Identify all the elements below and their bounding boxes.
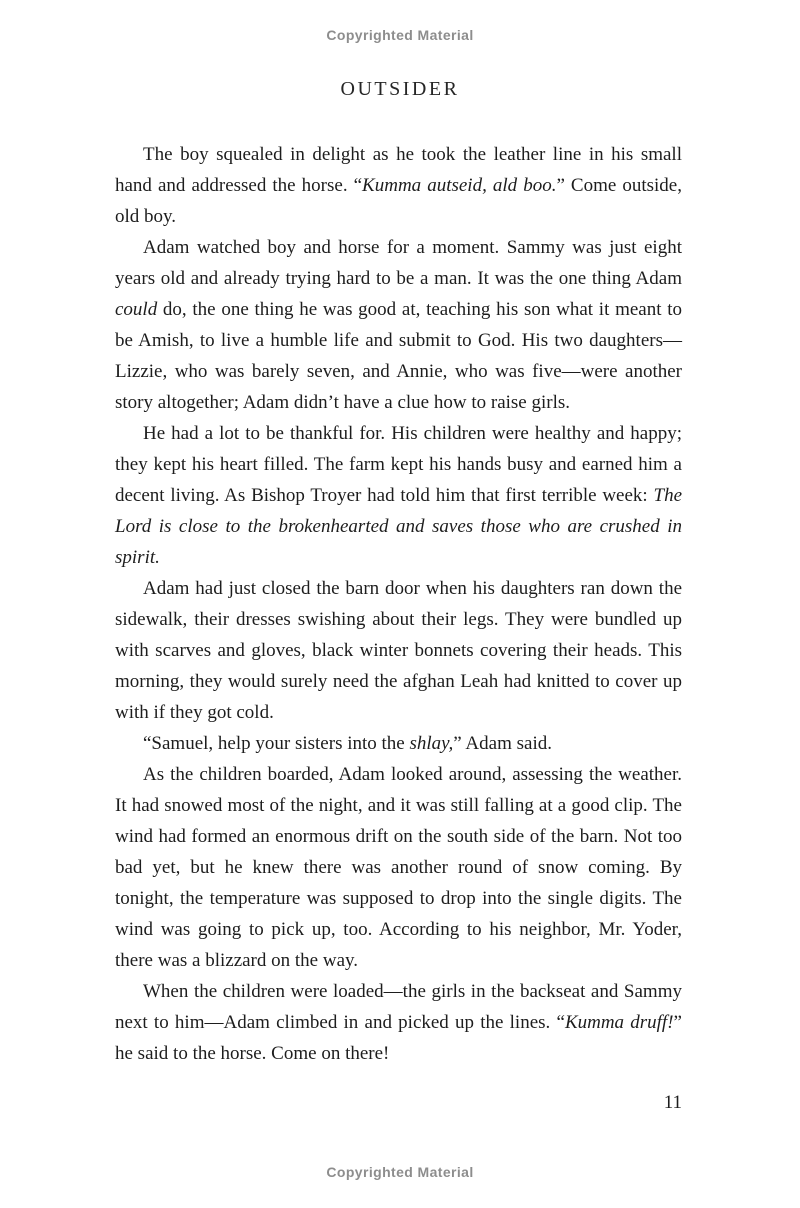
copyright-notice-top: Copyrighted Material <box>326 27 474 43</box>
text-segment: ” Adam said. <box>453 733 552 754</box>
paragraph <box>115 976 682 1069</box>
text-segment: do, the one thing he was good at, teaching his son what it meant to be Amish, to live a humble life and submit to God. His two daughters—Lizzie, who was barely seven, and Annie, who was five—were another story altogether; Adam didn’t have a clue how to raise girls. <box>115 299 682 413</box>
paragraph <box>115 418 682 573</box>
paragraph <box>115 573 682 728</box>
page-number: 11 <box>663 1092 682 1113</box>
italic-text-segment: The Lord is close to the brokenhearted and saves those who are crushed in spirit. <box>115 485 682 568</box>
copyright-notice-bottom: Copyrighted Material <box>326 1164 474 1180</box>
paragraph <box>115 139 682 232</box>
chapter-title: OUTSIDER <box>340 78 460 100</box>
text-segment: As the children boarded, Adam looked around, assessing the weather. It had snowed most of the night, and it was still falling at a good clip. The wind had formed an enormous drift on the south side of the barn. Not too bad yet, but he knew there was another round of snow coming. By tonight, the temperature was supposed to drop into the single digits. The wind was going to pick up, too. According to his neighbor, Mr. Yoder, there was a blizzard on the way. <box>115 764 682 971</box>
text-segment: Adam had just closed the barn door when his daughters ran down the sidewalk, their dresses swishing about their legs. They were bundled up with scarves and gloves, black winter bonnets covering their heads. This morning, they would surely need the afghan Leah had knitted to cover up with if they got cold. <box>115 578 682 723</box>
paragraph <box>115 232 682 418</box>
text-segment: The boy squealed in delight as he took the leather line in his small hand and addressed the horse. “ <box>115 144 682 196</box>
paragraph <box>115 728 682 759</box>
body-text <box>115 139 682 1069</box>
italic-text-segment: Kumma druff! <box>564 1012 674 1033</box>
text-segment: ” Come outside, old boy. <box>115 175 682 227</box>
italic-text-segment: could <box>115 299 158 320</box>
text-segment: Adam watched boy and horse for a moment. Sammy was just eight years old and already trying hard to be a man. It was the one thing Adam <box>115 237 682 289</box>
paragraph <box>115 759 682 976</box>
text-segment: “Samuel, help your sisters into the <box>143 733 410 754</box>
text-segment: ” he said to the horse. Come on there! <box>115 1012 682 1064</box>
text-segment: When the children were loaded—the girls in the backseat and Sammy next to him—Adam climbed in and picked up the lines. “ <box>115 981 682 1033</box>
italic-text-segment: shlay, <box>409 733 454 754</box>
text-segment: He had a lot to be thankful for. His children were healthy and happy; they kept his heart filled. The farm kept his hands busy and earned him a decent living. As Bishop Troyer had told him that first terrible week: <box>115 423 682 506</box>
italic-text-segment: Kumma autseid, ald boo. <box>362 175 557 196</box>
